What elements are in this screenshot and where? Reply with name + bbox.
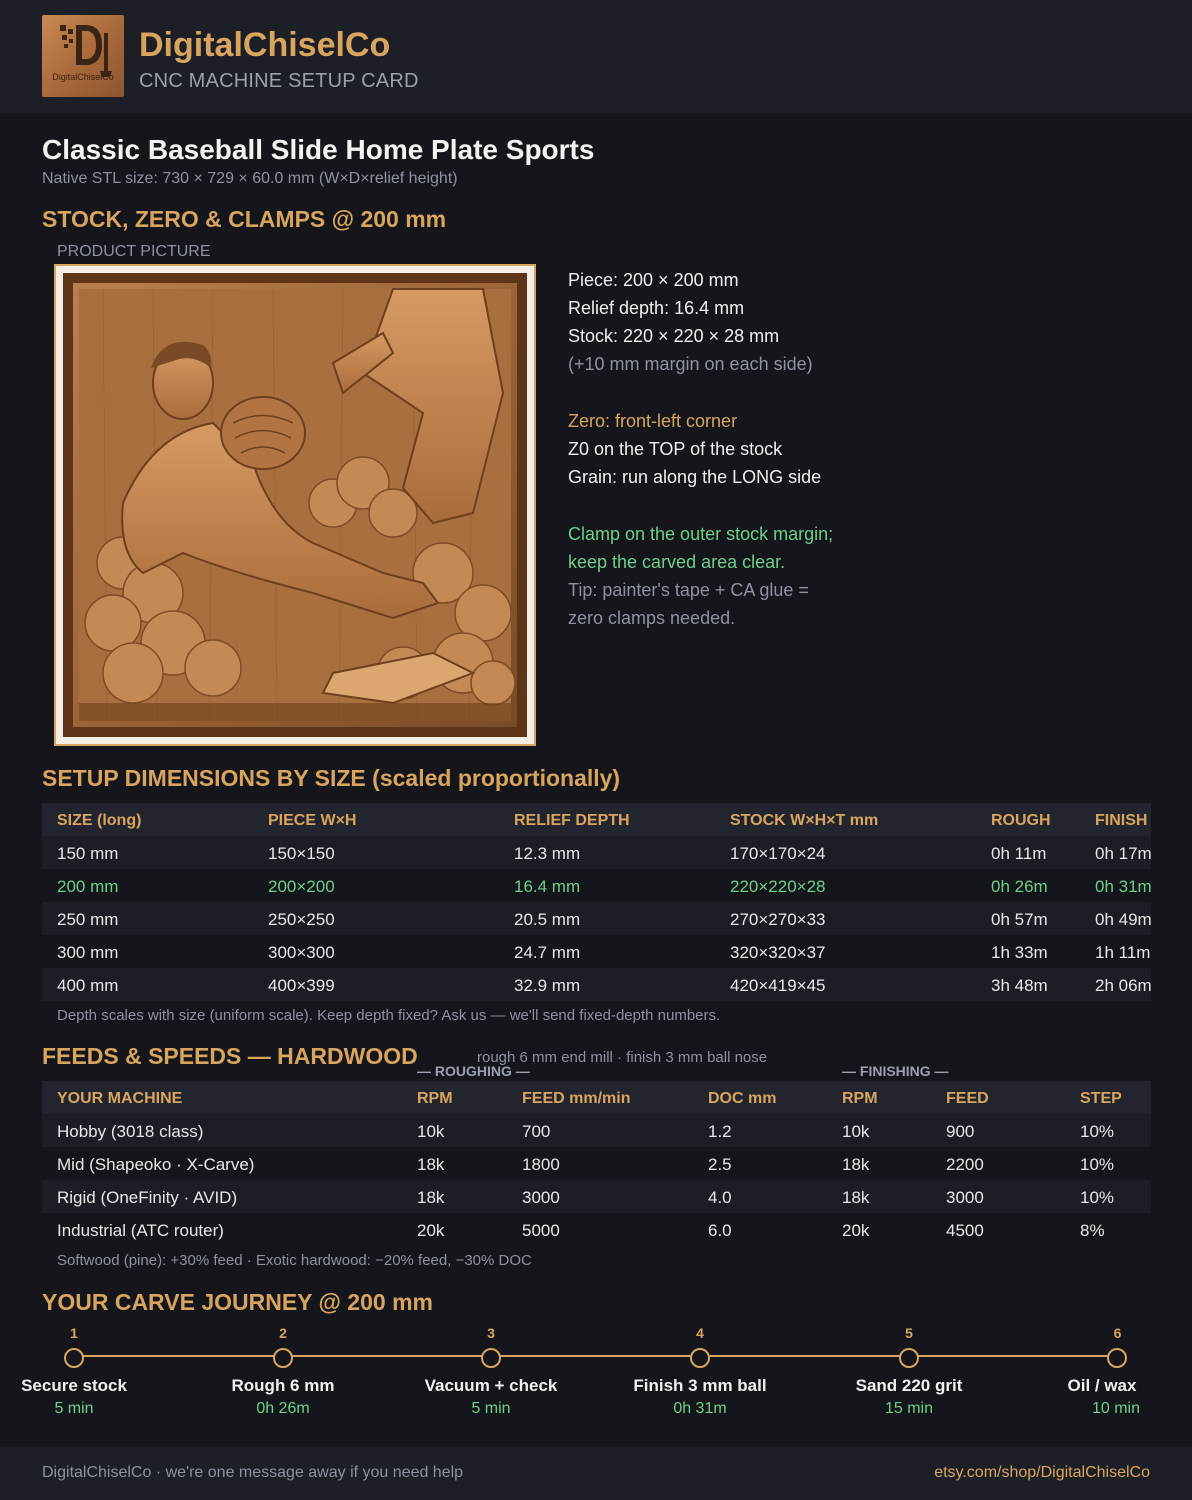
- feeds-table: [42, 1081, 1151, 1246]
- cell-rough: 1h 33m: [991, 943, 1048, 962]
- step-time: 5 min: [471, 1400, 511, 1417]
- cell-step: 10%: [1080, 1188, 1115, 1207]
- step-time: 0h 26m: [256, 1400, 310, 1417]
- cell-stock: 420×419×45: [730, 976, 826, 995]
- cell-size: 200 mm: [57, 877, 119, 896]
- col-size: SIZE (long): [57, 812, 142, 829]
- step-number: 3: [487, 1325, 495, 1341]
- product-title: Classic Baseball Slide Home Plate Sports: [42, 134, 595, 165]
- cell-size: 250 mm: [57, 910, 119, 929]
- cell-rough-feed: 5000: [522, 1221, 560, 1240]
- journey-step: [193, 1320, 373, 1418]
- journey-timeline: [0, 1320, 1192, 1430]
- brand-name: DigitalChiselCo: [139, 26, 391, 64]
- cell-rough-rpm: 18k: [417, 1188, 445, 1207]
- step-dot-icon: [481, 1348, 501, 1368]
- col-piece: PIECE W×H: [268, 812, 357, 829]
- cell-relief: 20.5 mm: [514, 910, 581, 929]
- info-piece: Piece: 200 × 200 mm: [568, 270, 739, 290]
- table-row: [42, 836, 1151, 869]
- info-z0: Z0 on the TOP of the stock: [568, 439, 783, 459]
- journey-heading: YOUR CARVE JOURNEY @ 200 mm: [42, 1289, 433, 1315]
- table-row: [42, 1213, 1151, 1246]
- chisel-icon: [42, 15, 124, 97]
- cell-doc: 2.5: [708, 1155, 732, 1174]
- step-time: 10 min: [1091, 1400, 1141, 1417]
- native-size: Native STL size: 730 × 729 × 60.0 mm (W×D×relief height): [42, 170, 458, 187]
- carving-image: [63, 273, 527, 737]
- table-row: [42, 935, 1151, 968]
- col-doc: DOC mm: [708, 1090, 777, 1107]
- step-number: 4: [696, 1325, 704, 1341]
- cell-finish-feed: 3000: [946, 1188, 984, 1207]
- info-clamp-1: Clamp on the outer stock margin;: [568, 524, 834, 544]
- step-label: Vacuum + check: [424, 1376, 558, 1395]
- card-subtitle: CNC MACHINE SETUP CARD: [139, 70, 419, 92]
- cell-rough: 3h 48m: [991, 976, 1048, 995]
- cell-machine: Hobby (3018 class): [57, 1122, 204, 1141]
- step-dot-icon: [273, 1348, 293, 1368]
- feeds-heading: FEEDS & SPEEDS — HARDWOOD: [42, 1043, 418, 1069]
- step-number: 2: [279, 1325, 287, 1341]
- cell-rough-feed: 1800: [522, 1155, 560, 1174]
- table-row: [42, 902, 1151, 935]
- cell-doc: 1.2: [708, 1122, 732, 1141]
- step-dot-icon: [690, 1348, 710, 1368]
- step-label: Secure stock: [21, 1376, 127, 1395]
- info-tip-2: zero clamps needed.: [568, 608, 736, 628]
- step-label: Rough 6 mm: [231, 1376, 335, 1395]
- feeds-note: Softwood (pine): +30% feed · Exotic hardwood: −20% feed, −30% DOC: [57, 1252, 532, 1269]
- step-number: 6: [1113, 1325, 1122, 1341]
- journey-step: [0, 1320, 164, 1418]
- cell-stock: 320×320×37: [730, 943, 826, 962]
- journey-step: [401, 1320, 581, 1418]
- cell-finish-feed: 900: [946, 1122, 975, 1141]
- cell-relief: 24.7 mm: [514, 943, 581, 962]
- cell-relief: 32.9 mm: [514, 976, 581, 995]
- col-stock: STOCK W×H×T mm: [730, 812, 879, 829]
- step-label: Oil / wax: [1067, 1376, 1137, 1395]
- step-label: Finish 3 mm ball: [633, 1376, 767, 1395]
- step-dot-icon: [64, 1348, 84, 1368]
- info-clamp-2: keep the carved area clear.: [568, 552, 786, 572]
- step-number: 5: [905, 1325, 913, 1341]
- cell-finish: 1h 11m: [1095, 943, 1151, 962]
- step-number: 1: [70, 1325, 78, 1341]
- cell-piece: 250×250: [268, 910, 335, 929]
- setup-heading: SETUP DIMENSIONS BY SIZE (scaled proportionally): [42, 765, 621, 791]
- footer: [0, 1447, 1192, 1500]
- cell-doc: 4.0: [708, 1188, 732, 1207]
- cell-piece: 400×399: [268, 976, 335, 995]
- feeds-table-header: [42, 1081, 1151, 1114]
- journey-step: [610, 1320, 790, 1418]
- info-tip-1: Tip: painter's tape + CA glue =: [568, 580, 809, 600]
- cell-doc: 6.0: [708, 1221, 732, 1240]
- setup-table-header: [42, 803, 1151, 836]
- cell-machine: Industrial (ATC router): [57, 1221, 224, 1240]
- col-rough-feed: FEED mm/min: [522, 1090, 631, 1107]
- cell-finish-feed: 2200: [946, 1155, 984, 1174]
- cell-size: 400 mm: [57, 976, 119, 995]
- info-stock: Stock: 220 × 220 × 28 mm: [568, 326, 780, 346]
- footer-message: DigitalChiselCo · we're one message away if you need help: [42, 1464, 464, 1481]
- cell-rough-rpm: 10k: [417, 1122, 445, 1141]
- cell-finish-rpm: 10k: [842, 1122, 870, 1141]
- cell-piece: 150×150: [268, 844, 335, 863]
- cell-stock: 170×170×24: [730, 844, 826, 863]
- finishing-group-label: — FINISHING —: [842, 1063, 949, 1079]
- col-rough: ROUGH: [991, 812, 1051, 829]
- cell-finish: 0h 49m: [1095, 910, 1152, 929]
- cell-size: 300 mm: [57, 943, 119, 962]
- journey-step: [819, 1320, 999, 1418]
- cell-relief: 16.4 mm: [514, 877, 581, 896]
- shop-link[interactable]: etsy.com/shop/DigitalChiselCo: [934, 1464, 1150, 1481]
- step-time: 0h 31m: [673, 1400, 727, 1417]
- cell-stock: 270×270×33: [730, 910, 826, 929]
- table-row: [42, 1114, 1151, 1147]
- cell-finish-rpm: 20k: [842, 1221, 870, 1240]
- info-zero: Zero: front-left corner: [568, 411, 738, 431]
- stock-heading: STOCK, ZERO & CLAMPS @ 200 mm: [42, 206, 447, 232]
- col-finish: FINISH: [1095, 812, 1148, 829]
- col-finish-feed: FEED: [946, 1090, 989, 1107]
- product-picture: [54, 264, 536, 746]
- setup-table: [42, 803, 1151, 1001]
- col-rough-rpm: RPM: [417, 1090, 453, 1107]
- step-dot-icon: [1107, 1348, 1127, 1368]
- col-step: STEP: [1080, 1090, 1122, 1107]
- cell-rough-rpm: 18k: [417, 1155, 445, 1174]
- cell-piece: 300×300: [268, 943, 335, 962]
- tool-note: rough 6 mm end mill · finish 3 mm ball nose: [477, 1049, 768, 1066]
- info-grain: Grain: run along the LONG side: [568, 467, 822, 487]
- step-dot-icon: [899, 1348, 919, 1368]
- cell-finish-rpm: 18k: [842, 1155, 870, 1174]
- cell-machine: Rigid (OneFinity · AVID): [57, 1188, 238, 1207]
- cell-stock: 220×220×28: [730, 877, 826, 896]
- cell-finish: 0h 17m: [1095, 844, 1152, 863]
- cell-finish-rpm: 18k: [842, 1188, 870, 1207]
- col-finish-rpm: RPM: [842, 1090, 878, 1107]
- info-margin: (+10 mm margin on each side): [568, 354, 813, 374]
- header: [0, 0, 1192, 113]
- cell-finish-feed: 4500: [946, 1221, 984, 1240]
- cell-rough-rpm: 20k: [417, 1221, 445, 1240]
- cell-step: 8%: [1080, 1221, 1105, 1240]
- product-picture-label: PRODUCT PICTURE: [57, 243, 211, 260]
- cell-rough-feed: 3000: [522, 1188, 560, 1207]
- roughing-group-label: — ROUGHING —: [417, 1063, 530, 1079]
- cell-rough: 0h 11m: [991, 844, 1047, 863]
- brand-logo: [42, 15, 124, 97]
- info-relief: Relief depth: 16.4 mm: [568, 298, 745, 318]
- col-machine: YOUR MACHINE: [57, 1090, 183, 1107]
- cell-size: 150 mm: [57, 844, 119, 863]
- step-label: Sand 220 grit: [855, 1376, 963, 1395]
- cell-rough: 0h 57m: [991, 910, 1048, 929]
- step-time: 5 min: [54, 1400, 94, 1417]
- step-time: 15 min: [884, 1400, 934, 1417]
- cell-finish: 2h 06m: [1095, 976, 1152, 995]
- cell-rough: 0h 26m: [991, 877, 1048, 896]
- setup-note: Depth scales with size (uniform scale). Keep depth fixed? Ask us — we'll send fixed-depth numbers.: [57, 1007, 721, 1024]
- table-row: [42, 1147, 1151, 1180]
- cell-step: 10%: [1080, 1155, 1115, 1174]
- table-row-highlighted: [42, 869, 1151, 902]
- cell-step: 10%: [1080, 1122, 1115, 1141]
- cell-rough-feed: 700: [522, 1122, 551, 1141]
- logo-text: DigitalChiselCo: [52, 72, 114, 82]
- cell-machine: Mid (Shapeoko · X-Carve): [57, 1155, 255, 1174]
- journey-step: [1012, 1320, 1192, 1418]
- col-relief: RELIEF DEPTH: [514, 812, 630, 829]
- table-row: [42, 1180, 1151, 1213]
- table-row: [42, 968, 1151, 1001]
- cell-relief: 12.3 mm: [514, 844, 581, 863]
- cell-finish: 0h 31m: [1095, 877, 1152, 896]
- cell-piece: 200×200: [268, 877, 335, 896]
